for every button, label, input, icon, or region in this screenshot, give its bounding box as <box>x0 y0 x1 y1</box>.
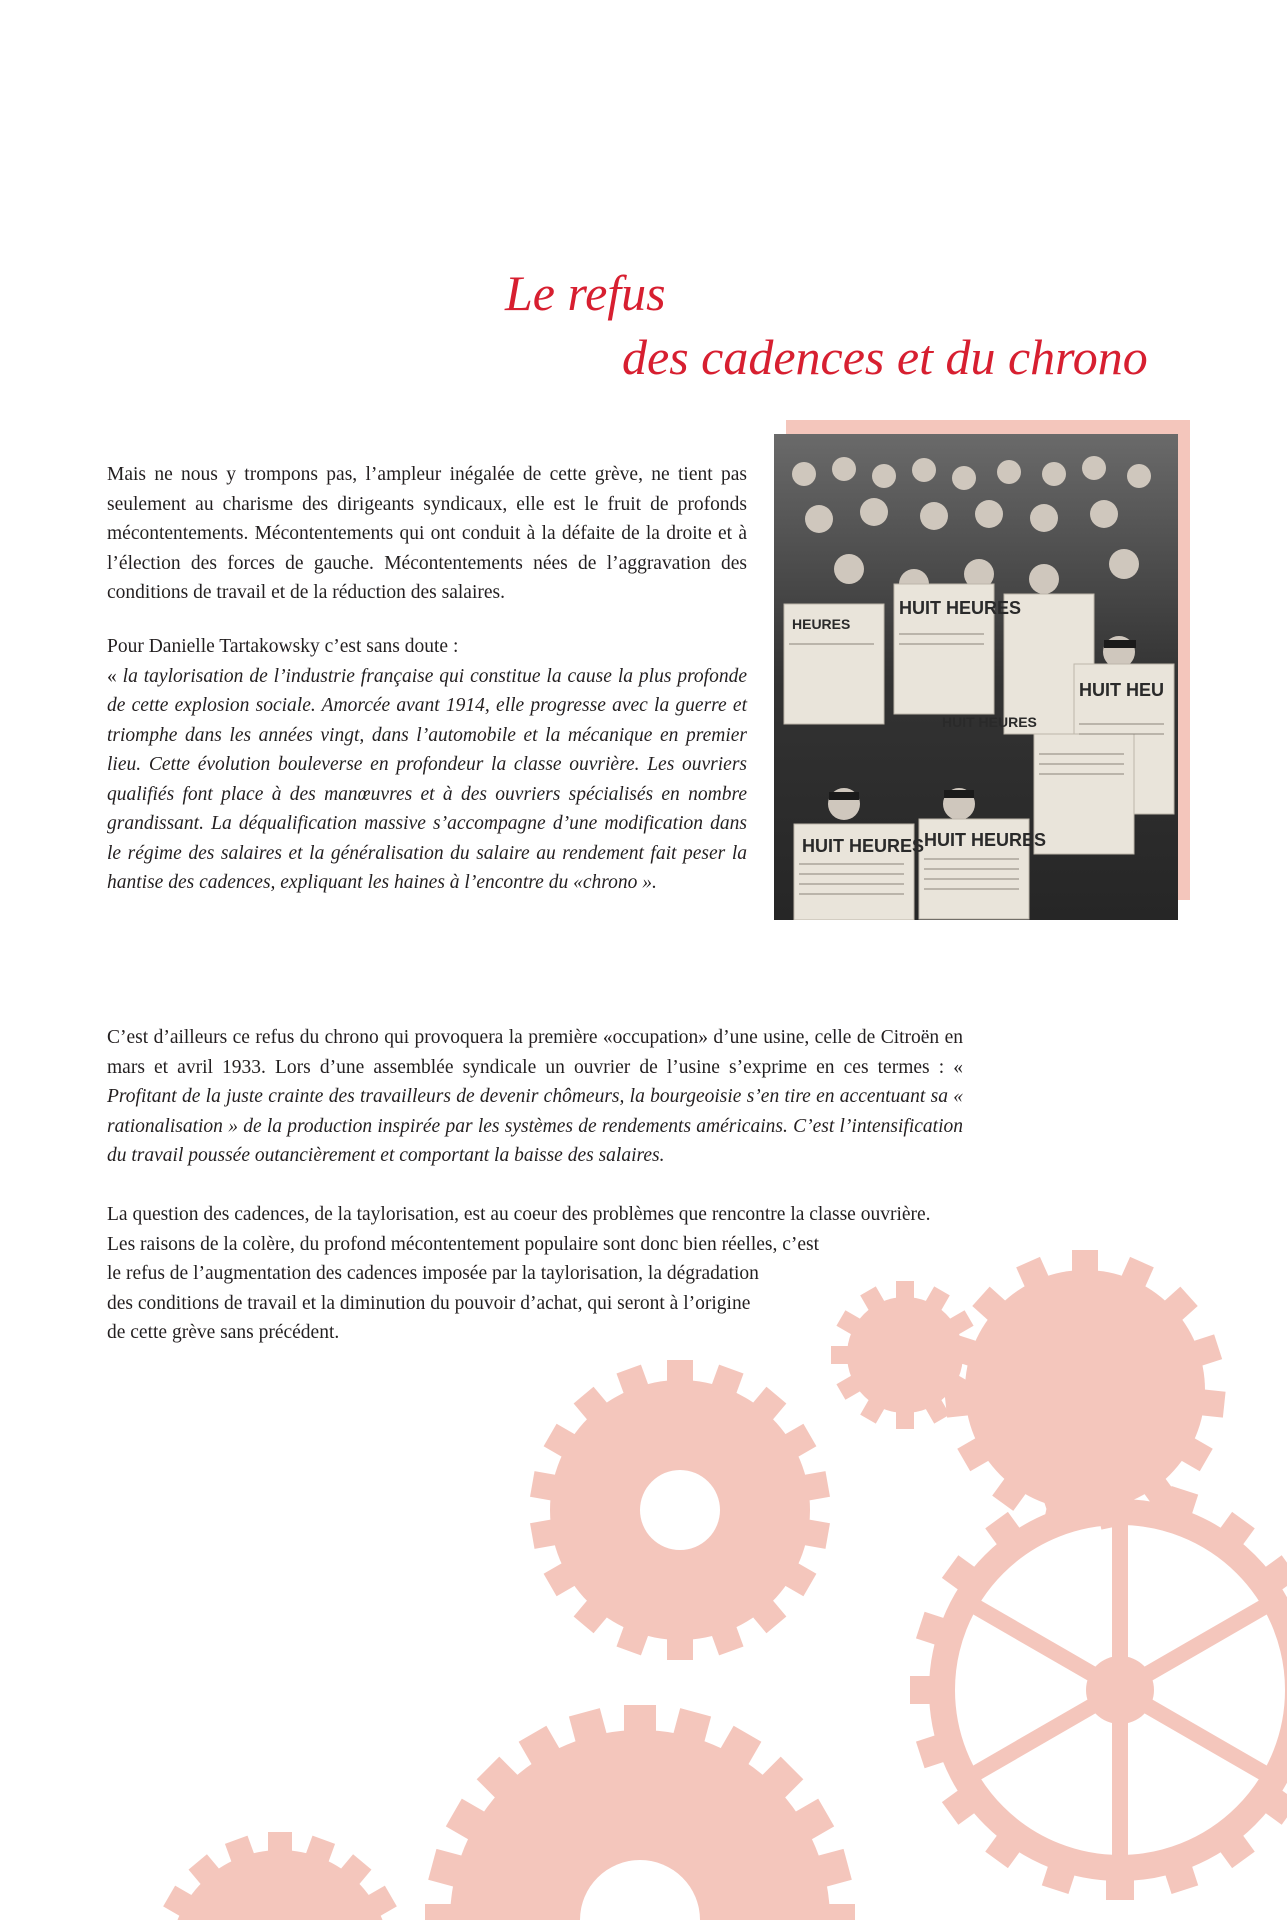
placard-text-3: HUIT HEURES <box>899 598 1022 618</box>
paragraph-4-line: La question des cadences, de la taylorisation, est au coeur des problèmes que rencontre la classe ouvrière. <box>107 1204 931 1225</box>
paragraph-4-line: de cette grève sans précédent. <box>107 1322 340 1343</box>
paragraph-4-line: Les raisons de la colère, du profond mécontentement populaire sont donc bien réelles, c’est <box>107 1233 820 1255</box>
paragraph-4 <box>107 1200 987 1348</box>
strikers-photo <box>774 434 1178 920</box>
tartakowsky-quote-text: la taylorisation de l’industrie française qui constitue la cause la plus profonde de cette explosion sociale. Amorcée avant 1914, elle progresse avec la guerre et triomphe dans les années vingt, dans l’automobile et la mécanique en premier lieu. Cette évolution bouleverse en profondeur la classe ouvrière. Les ouvriers qualifiés font place à des manœuvres et à des ouvriers spécialisés en nombre grandissant. La déqualification massive s’accompagne d’une modification dans le régime des salaires et la généralisation du salaire au rendement fait peser la hantise des cadences, expliquant les haines à l’encontre du «chrono ». <box>107 665 748 893</box>
worker-quote: Profitant de la juste crainte des travailleurs de devenir chômeurs, la bourgeoisie s’en tire en accentuant sa « rationalisation » de la production inspirée par les systèmes de rendements américains. C’est l’intensification du travail poussée outancièrement et comportant la baisse des salaires. <box>107 1086 963 1166</box>
placard-text-2: HUIT HEURES <box>924 830 1047 850</box>
placard-text-4: HEURES <box>792 616 851 632</box>
placard-text-5: HUIT HEU <box>1079 680 1164 700</box>
paragraph-4-line: des conditions de travail et la diminution du pouvoir d’achat, qui seront à l’origine <box>107 1292 751 1314</box>
open-quote-mark: « <box>107 665 123 687</box>
gear-bottom-left-icon <box>163 1832 397 1920</box>
gear-wheel-icon <box>910 1480 1287 1900</box>
paragraph-3-text: C’est d’ailleurs ce refus du chrono qui provoquera la première «occupation» d’une usine, celle de Citroën en mars et avril 1933. Lors d’une assemblée syndicale un ouvrier de l’usine s’exprime en ces termes : « <box>107 1027 963 1078</box>
paragraph-4-line: le refus de l’augmentation des cadences imposée par la taylorisation, la dégradation <box>107 1263 759 1284</box>
paragraph-2 <box>107 632 747 898</box>
title-line-1: Le refus <box>505 265 666 321</box>
paragraph-3 <box>107 1023 963 1171</box>
paragraph-2-intro: Pour Danielle Tartakowsky c’est sans doute : <box>107 636 459 657</box>
strikers-photo-image <box>774 434 1178 920</box>
placard-text-1: HUIT HEURES <box>802 836 925 856</box>
tartakowsky-quote <box>107 662 747 898</box>
paragraph-1: Mais ne nous y trompons pas, l’ampleur inégalée de cette grève, ne tient pas seulement au charisme des dirigeants syndicaux, elle est le fruit de profonds mécontentements. Mécontentements qui ont conduit à la défaite de la droite et à l’élection des forces de gauche. Mécontentements nées de l’aggravation des conditions de travail et de la réduction des salaires. <box>107 464 747 603</box>
title-line-2: des cadences et du chrono <box>622 329 1148 385</box>
placard-text-6: HUIT HEURES <box>942 714 1037 730</box>
